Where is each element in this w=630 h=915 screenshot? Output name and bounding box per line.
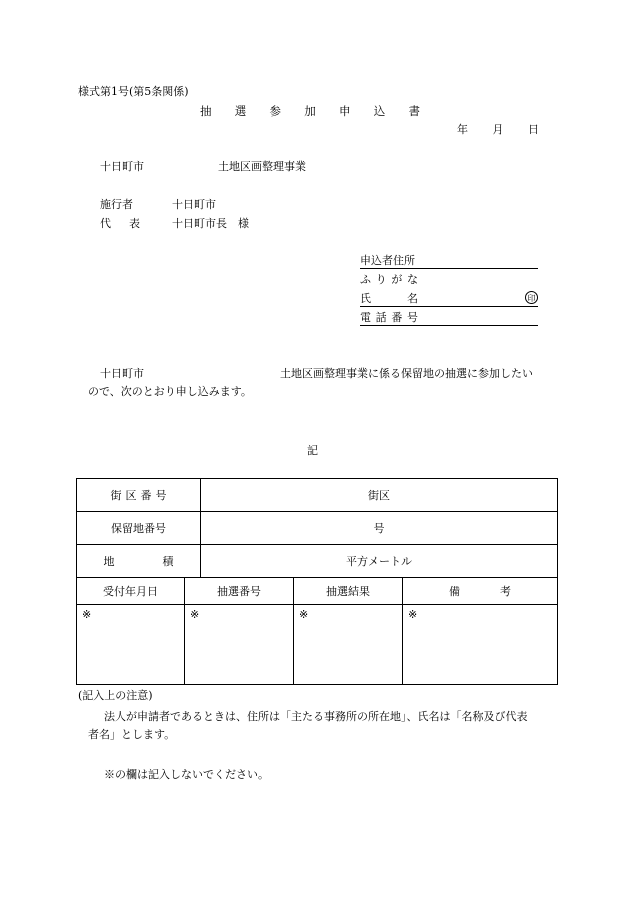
body-line2: ので、次のとおり申し込みます。 xyxy=(88,385,252,398)
table-row xyxy=(77,512,558,545)
lottery-number-cell xyxy=(185,605,294,685)
remarks-cell xyxy=(403,605,558,685)
label-char: 積 xyxy=(162,554,174,568)
table-row xyxy=(77,479,558,512)
applicant-address-label: 申込者住所 xyxy=(360,254,415,267)
furigana-char: な xyxy=(406,273,418,286)
date-year-label: 年 xyxy=(457,123,468,136)
name-char: 氏 xyxy=(360,292,371,305)
title-char: 加 xyxy=(304,104,316,118)
notes-line1: 法人が申請者であるときは、住所は「主たる事務所の所在地」、氏名は「名称及び代表 xyxy=(104,710,528,723)
representative-value: 十日町市長 様 xyxy=(172,217,249,230)
applicant-furigana-field[interactable] xyxy=(360,271,538,287)
area-label xyxy=(77,545,201,578)
applicant-name-field[interactable] xyxy=(360,290,538,307)
document-title xyxy=(200,106,420,118)
table-row xyxy=(77,605,558,685)
furigana-char: り xyxy=(375,273,387,286)
date-month-label: 月 xyxy=(492,123,504,136)
header-remarks xyxy=(403,578,558,605)
body-city: 十日町市 xyxy=(100,367,144,380)
applicant-address-field[interactable] xyxy=(360,252,538,269)
table-row xyxy=(77,545,558,578)
title-char: 参 xyxy=(269,104,281,118)
label-char: 区 xyxy=(125,488,137,502)
reserve-lot-number-value[interactable] xyxy=(201,512,558,545)
office-use-mark: ※ xyxy=(190,608,200,621)
name-char: 名 xyxy=(407,292,418,305)
block-number-value[interactable] xyxy=(201,479,558,512)
office-use-mark: ※ xyxy=(299,608,309,621)
furigana-char: が xyxy=(391,273,403,286)
notes-line3: ※の欄は記入しないでください。 xyxy=(104,768,269,781)
header-lottery-number: 抽選番号 xyxy=(185,578,294,605)
executor-value: 十日町市 xyxy=(172,198,216,211)
phone-char: 番 xyxy=(391,311,403,324)
phone-char: 号 xyxy=(406,311,418,324)
representative-label-char: 代 xyxy=(100,217,111,230)
label-char: 地 xyxy=(103,554,115,568)
reserve-lot-number-unit: 号 xyxy=(373,521,385,535)
applicant-furigana-label xyxy=(360,274,418,285)
block-number-unit: 街区 xyxy=(368,488,391,502)
area-value[interactable] xyxy=(201,545,558,578)
table-header-row xyxy=(77,578,558,605)
addressee-city: 十日町市 xyxy=(100,160,144,173)
date-day-label: 日 xyxy=(528,123,539,136)
date-line xyxy=(457,124,539,135)
title-char: 抽 xyxy=(200,104,212,118)
label-char: 街 xyxy=(110,488,122,502)
remarks-char: 考 xyxy=(500,584,512,598)
form-number: 様式第1号(第5条関係) xyxy=(78,85,189,98)
reserve-lot-number-label: 保留地番号 xyxy=(77,512,201,545)
lottery-result-cell xyxy=(294,605,403,685)
application-table xyxy=(76,478,558,685)
representative-label xyxy=(100,218,140,229)
title-char: 込 xyxy=(373,104,386,118)
title-char: 申 xyxy=(339,104,351,118)
label-char: 号 xyxy=(155,488,167,502)
office-use-mark: ※ xyxy=(408,608,418,621)
notes-title: (記入上の注意) xyxy=(78,689,153,702)
seal-icon: 印 xyxy=(525,291,538,304)
applicant-phone-label xyxy=(360,312,418,323)
area-unit: 平方メートル xyxy=(346,554,413,568)
header-lottery-result: 抽選結果 xyxy=(294,578,403,605)
block-number-label xyxy=(77,479,201,512)
title-char: 書 xyxy=(408,104,420,118)
office-use-mark: ※ xyxy=(82,608,92,621)
furigana-char: ふ xyxy=(360,273,371,286)
addressee-project: 土地区画整理事業 xyxy=(218,160,306,173)
header-received-date: 受付年月日 xyxy=(77,578,185,605)
executor-label: 施行者 xyxy=(100,198,133,211)
applicant-name-label xyxy=(360,293,418,304)
phone-char: 電 xyxy=(360,311,371,324)
phone-char: 話 xyxy=(375,311,387,324)
body-line1: 土地区画整理事業に係る保留地の抽選に参加したい xyxy=(280,367,533,380)
remarks-char: 備 xyxy=(449,584,461,598)
notes-line2: 者名」とします。 xyxy=(88,728,176,741)
label-char: 番 xyxy=(140,488,152,502)
title-char: 選 xyxy=(234,104,247,118)
representative-label-char: 表 xyxy=(129,217,140,230)
ki-heading: 記 xyxy=(307,444,318,457)
applicant-phone-field[interactable] xyxy=(360,309,538,326)
received-date-cell xyxy=(77,605,185,685)
